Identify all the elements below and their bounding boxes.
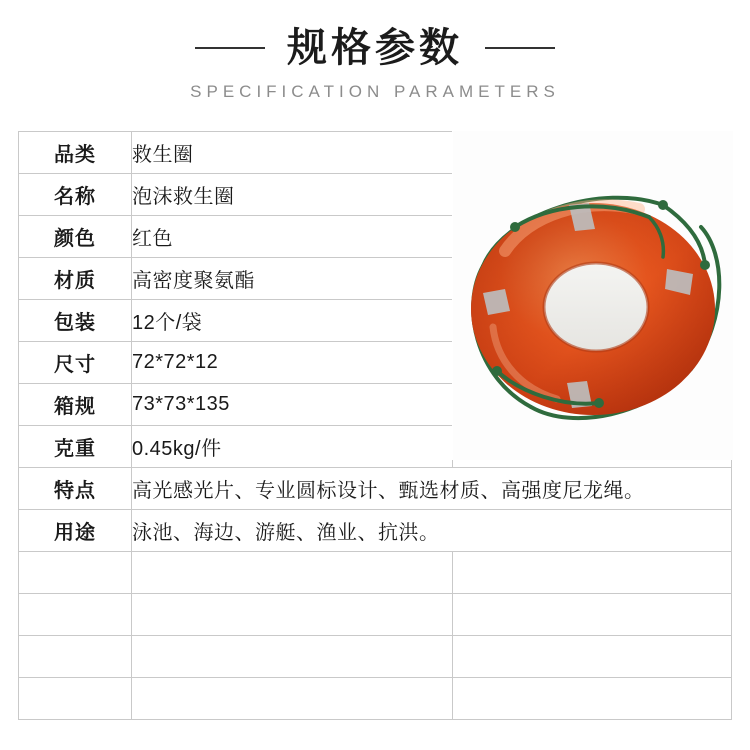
row-value: 高光感光片、专业圆标设计、甄选材质、高强度尼龙绳。 xyxy=(132,468,732,510)
row-value-empty xyxy=(132,636,453,678)
row-label: 克重 xyxy=(19,426,132,468)
title-rule-left xyxy=(195,47,265,49)
row-label: 颜色 xyxy=(19,216,132,258)
row-label: 尺寸 xyxy=(19,342,132,384)
row-label: 材质 xyxy=(19,258,132,300)
table-row-empty xyxy=(19,678,732,720)
page-header xyxy=(0,0,750,102)
product-photo xyxy=(452,131,733,460)
table-row-empty xyxy=(19,636,732,678)
row-value: 0.45kg/件 xyxy=(132,426,453,468)
row-value: 72*72*12 xyxy=(132,342,453,384)
row-value: 泡沫救生圈 xyxy=(132,174,453,216)
row-value-empty xyxy=(132,552,453,594)
row-label-empty xyxy=(19,594,132,636)
row-value: 救生圈 xyxy=(132,132,453,174)
title-row xyxy=(0,26,750,70)
row-value-empty xyxy=(132,594,453,636)
row-label-empty xyxy=(19,636,132,678)
row-label: 特点 xyxy=(19,468,132,510)
row-value: 红色 xyxy=(132,216,453,258)
row-value: 12个/袋 xyxy=(132,300,453,342)
row-label: 品类 xyxy=(19,132,132,174)
row-value: 高密度聚氨酯 xyxy=(132,258,453,300)
row-spacer xyxy=(453,678,732,720)
row-label-empty xyxy=(19,552,132,594)
page-title: 规格参数 xyxy=(287,26,463,70)
row-spacer xyxy=(453,552,732,594)
row-label: 名称 xyxy=(19,174,132,216)
row-value: 泳池、海边、游艇、渔业、抗洪。 xyxy=(132,510,732,552)
table-row xyxy=(19,510,732,552)
life-ring-illustration xyxy=(453,131,733,460)
row-value: 73*73*135 xyxy=(132,384,453,426)
row-label-empty xyxy=(19,678,132,720)
row-spacer xyxy=(453,594,732,636)
row-spacer xyxy=(453,636,732,678)
row-value-empty xyxy=(132,678,453,720)
page-subtitle: SPECIFICATION PARAMETERS xyxy=(190,82,560,101)
table-row-empty xyxy=(19,552,732,594)
row-label: 包装 xyxy=(19,300,132,342)
table-row-empty xyxy=(19,594,732,636)
table-row xyxy=(19,468,732,510)
row-label: 用途 xyxy=(19,510,132,552)
title-rule-right xyxy=(485,47,555,49)
row-label: 箱规 xyxy=(19,384,132,426)
